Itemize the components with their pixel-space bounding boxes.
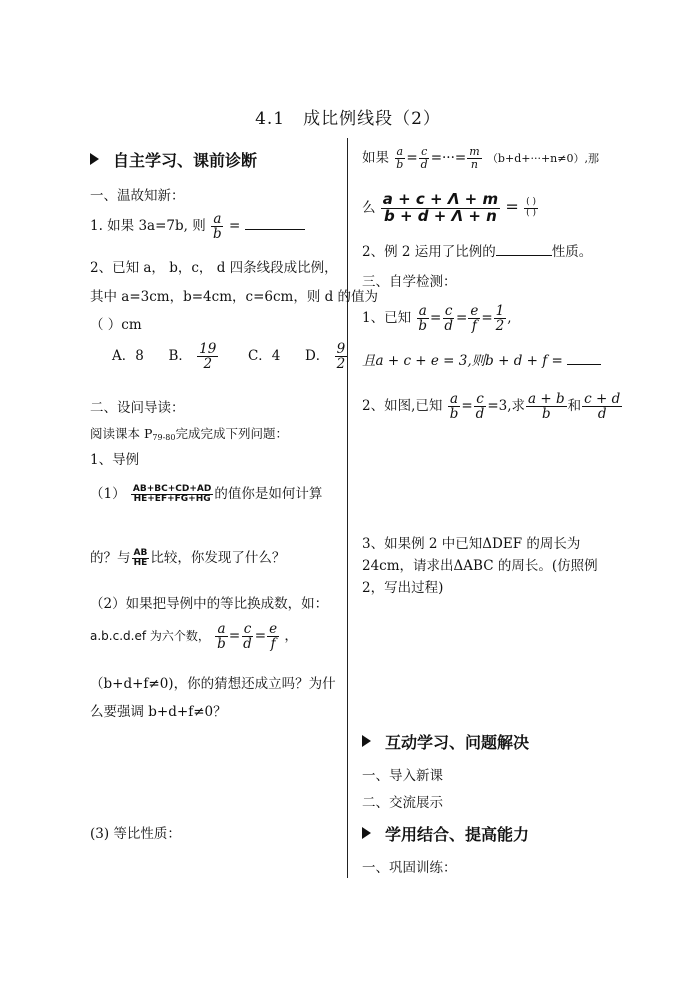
part-2-line1: （2）如果把导例中的等比换成数，如： bbox=[90, 596, 329, 612]
section-heading-application: 学用结合、提高能力 bbox=[362, 822, 529, 845]
option-d-fraction: $\frac{9}{2}$ bbox=[336, 341, 346, 373]
section-heading-interactive: 互动学习、问题解决 bbox=[362, 730, 529, 753]
self-check-3-line1: 3、如果例 2 中已知ΔDEF 的周长为 bbox=[362, 536, 581, 552]
guide-heading: 二、设问导读： bbox=[90, 400, 185, 416]
self-check-2: 2、如图,已知 $\frac{a}{b}$ = $\frac{c}{d}$ =3,求 $\frac{a + b}{b}$ 和 $\frac{c + d}{d}$ bbox=[362, 391, 621, 423]
reading-instruction: 阅读课本 $P_{79-80}$完成完成下列问题： bbox=[90, 426, 288, 442]
property-blank[interactable] bbox=[496, 243, 552, 256]
self-check-1-line2: 且a + c + e = 3,则b + d + f = bbox=[362, 349, 601, 369]
self-check-heading: 三、自学检测： bbox=[362, 274, 457, 290]
option-d-label: D． bbox=[304, 348, 330, 365]
self-check-3-line2: 24cm，请求出ΔABC 的周长。(仿照例 bbox=[362, 558, 598, 574]
part-1-line2: 的？与 $\frac{AB}{HE}$ 比较，你发现了什么？ bbox=[90, 547, 286, 568]
sum-ratio-fraction: $\frac{a + c + \Lambda + m}{b + d + \Lambda + n}$ bbox=[382, 190, 499, 225]
fraction-a-over-b: $\frac{a}{b}$ bbox=[213, 211, 222, 243]
example-2-property: 2、例 2 运用了比例的 性质。 bbox=[362, 244, 593, 260]
answer-blank[interactable] bbox=[245, 217, 305, 230]
question-2-line3: （ ）cm bbox=[90, 317, 142, 333]
section-heading-self-study: 自主学习、课前诊断 bbox=[90, 148, 257, 171]
part-2-line4: 么要强调 b+d+f≠0？ bbox=[90, 704, 227, 720]
self-check-1-line1: 1、已知 $\frac{a}{b}$ = $\frac{c}{d}$ = $\frac{e}{f}$ = $\frac{1}{2}$ , bbox=[362, 303, 512, 335]
equal-ratio-line2: 么 $\frac{a + c + \Lambda + m}{b + d + \Lambda + n}$ = $\frac{( )}{( )}$ bbox=[362, 190, 536, 225]
arrow-bullet-icon bbox=[362, 827, 371, 839]
blank-paren-fraction[interactable]: $\frac{( )}{( )}$ bbox=[526, 197, 536, 218]
arrow-bullet-icon bbox=[362, 735, 371, 747]
question-1: 1. 如果 3a=7b, 则 $\frac{a}{b}$ = bbox=[90, 212, 305, 241]
option-c: C．4 bbox=[247, 348, 281, 365]
page-title: 4.1 成比例线段（2） bbox=[255, 109, 441, 129]
equal-ratio-line1: 如果 $\frac{a}{b}$ = $\frac{c}{d}$ =···= $\frac{m}{n}$ （b+d+···+n≠0）,那 bbox=[362, 145, 599, 171]
question-2-options bbox=[112, 342, 348, 371]
ab-over-he-fraction: $\frac{AB}{HE}$ bbox=[133, 547, 148, 568]
perimeter-ratio-fraction: $\frac{AB+BC+CD+AD}{HE+EF+FG+HG}$ bbox=[132, 483, 212, 504]
self-check-3-line3: 2，写出过程) bbox=[362, 580, 444, 596]
option-b-fraction: $\frac{19}{2}$ bbox=[199, 341, 217, 373]
interactive-item-1: 一、导入新课 bbox=[362, 768, 443, 784]
question-2-line1: 2、已知 a， b，c， d 四条线段成比例， bbox=[90, 260, 338, 276]
interactive-item-2: 二、交流展示 bbox=[362, 795, 443, 811]
part-3: (3) 等比性质： bbox=[90, 826, 181, 842]
answer-blank[interactable] bbox=[567, 352, 601, 365]
arrow-bullet-icon bbox=[90, 153, 99, 165]
option-a: A．8 bbox=[112, 348, 144, 365]
question-2-line2: 其中 a=3cm，b=4cm，c=6cm，则 d 的值为 bbox=[90, 289, 379, 305]
part-2-line2: a.b.c.d.ef 为六个数， $\frac{a}{b}$ = $\frac{c}{d}$ = $\frac{e}{f}$ ， bbox=[90, 621, 298, 653]
option-b-label: B． bbox=[168, 348, 192, 365]
review-heading: 一、温故知新： bbox=[90, 188, 185, 204]
application-item-1: 一、巩固训练： bbox=[362, 860, 457, 876]
part-2-line3: （b+d+f≠0)，你的猜想还成立吗？为什 bbox=[90, 676, 336, 692]
part-1-line1: （1） $\frac{AB+BC+CD+AD}{HE+EF+FG+HG}$ 的值你是如何计算 bbox=[90, 483, 323, 504]
example-heading: 1、导例 bbox=[90, 452, 140, 468]
column-divider bbox=[347, 138, 348, 878]
